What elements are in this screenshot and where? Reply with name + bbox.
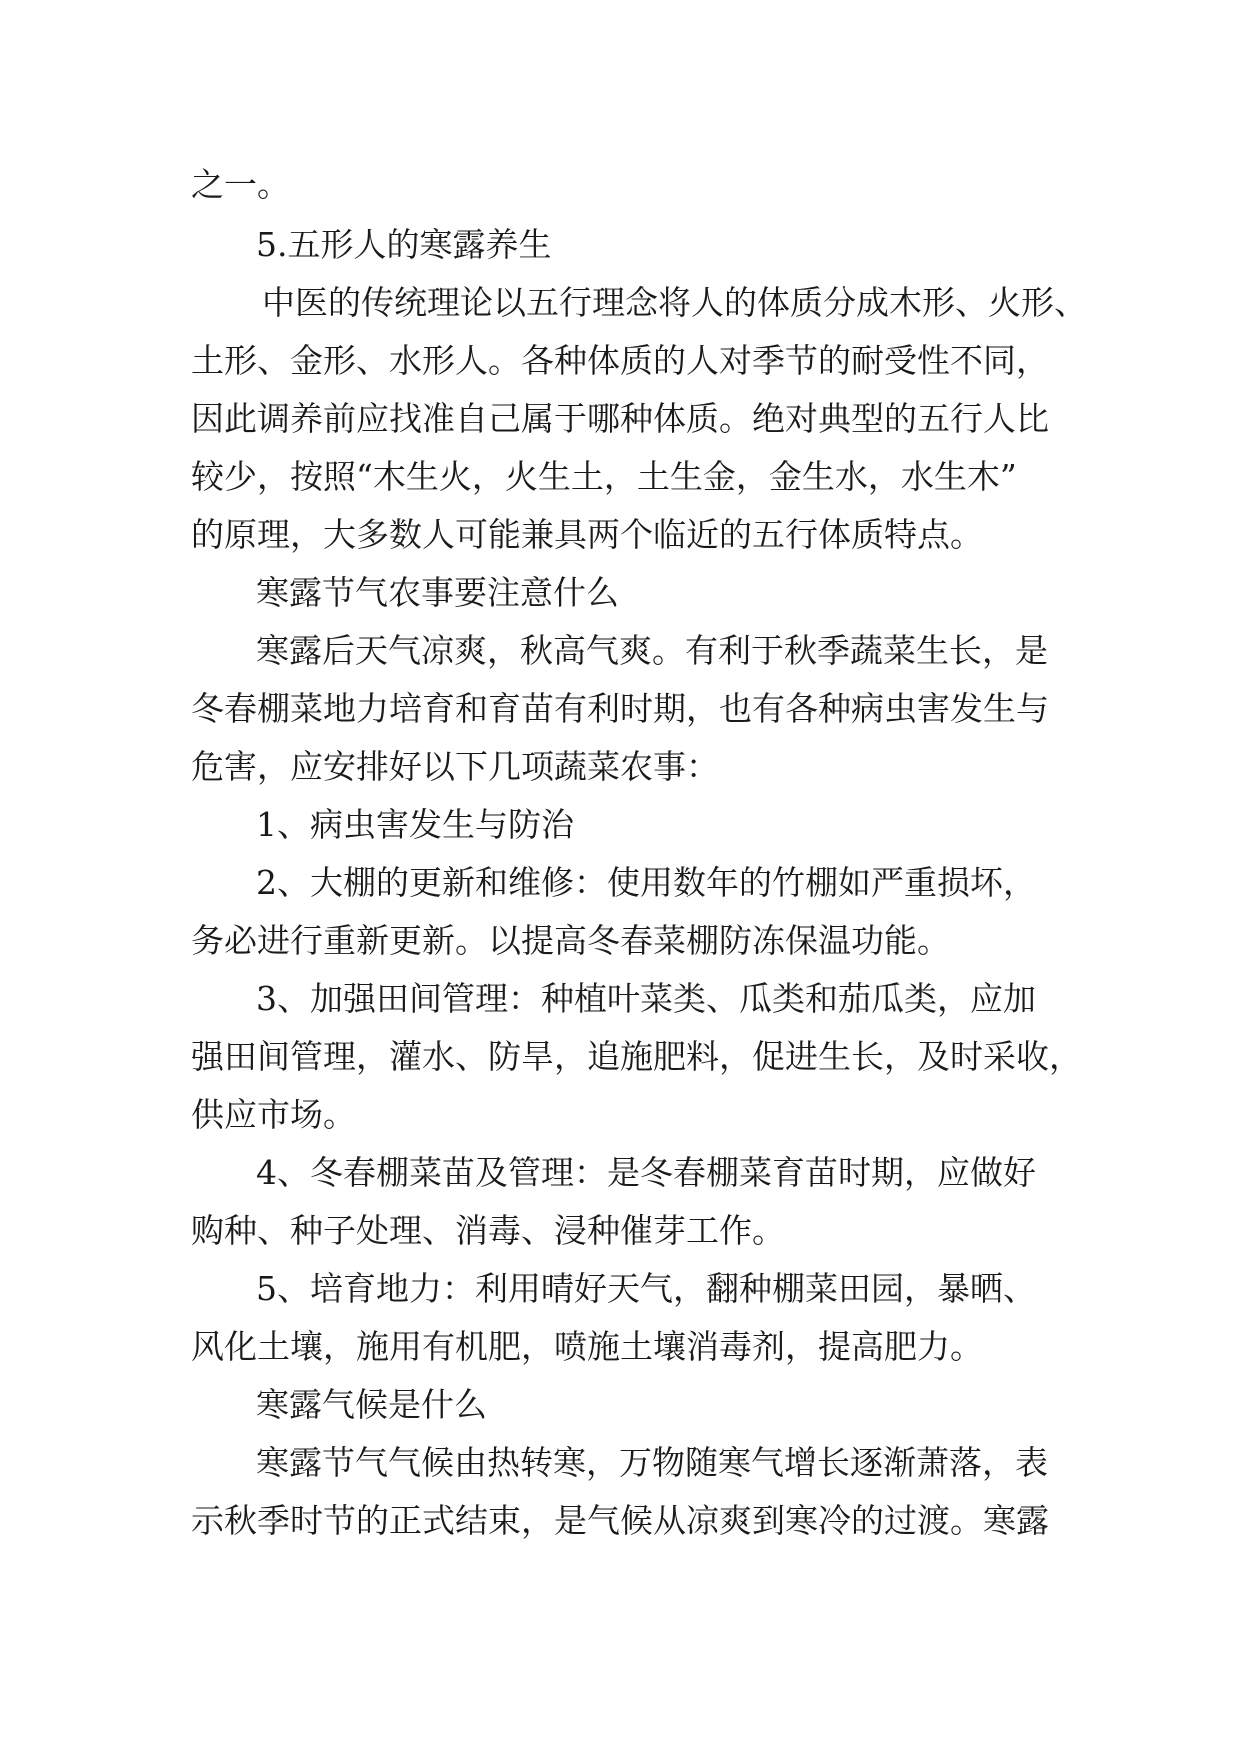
text-line: 供应市场。 (191, 1095, 356, 1134)
text-line: 冬春棚菜地力培育和育苗有利时期，也有各种病虫害发生与 (191, 689, 1049, 728)
text-line: 较少，按照“木生火，火生土，土生金，金生水，水生木” (191, 457, 1017, 496)
text-line: 之一。 (191, 165, 290, 204)
text-line: 强田间管理，灌水、防旱，追施肥料，促进生长，及时采收， (191, 1037, 1082, 1076)
list-item: 4、冬春棚菜苗及管理：是冬春棚菜育苗时期，应做好 (256, 1153, 1036, 1192)
text-line: 风化土壤，施用有机肥，喷施土壤消毒剂，提高肥力。 (191, 1327, 983, 1366)
text-line: 务必进行重新更新。以提高冬春菜棚防冻保温功能。 (191, 921, 950, 960)
section-heading: 寒露节气农事要注意什么 (256, 573, 619, 612)
text-line: 中医的传统理论以五行理念将人的体质分成木形、火形、 (262, 283, 1087, 322)
list-item: 1、病虫害发生与防治 (256, 805, 574, 844)
list-item: 5、培育地力：利用晴好天气，翻种棚菜田园，暴晒、 (256, 1269, 1036, 1308)
text-line: 寒露后天气凉爽，秋高气爽。有利于秋季蔬菜生长，是 (256, 631, 1048, 670)
list-item: 3、加强田间管理：种植叶菜类、瓜类和茄瓜类，应加 (256, 979, 1036, 1018)
list-item: 2、大棚的更新和维修：使用数年的竹棚如严重损坏， (256, 863, 1036, 902)
text-line: 示秋季时节的正式结束，是气候从凉爽到寒冷的过渡。寒露 (191, 1501, 1049, 1540)
text-line: 因此调养前应找准自己属于哪种体质。绝对典型的五行人比 (191, 399, 1049, 438)
text-line: 危害，应安排好以下几项蔬菜农事： (191, 747, 719, 786)
section-heading: 5.五形人的寒露养生 (256, 225, 552, 264)
section-heading: 寒露气候是什么 (256, 1385, 487, 1424)
text-line: 土形、金形、水形人。各种体质的人对季节的耐受性不同， (191, 341, 1049, 380)
text-line: 的原理，大多数人可能兼具两个临近的五行体质特点。 (191, 515, 983, 554)
text-line: 寒露节气气候由热转寒，万物随寒气增长逐渐萧落，表 (256, 1443, 1048, 1482)
text-line: 购种、种子处理、消毒、浸种催芽工作。 (191, 1211, 785, 1250)
